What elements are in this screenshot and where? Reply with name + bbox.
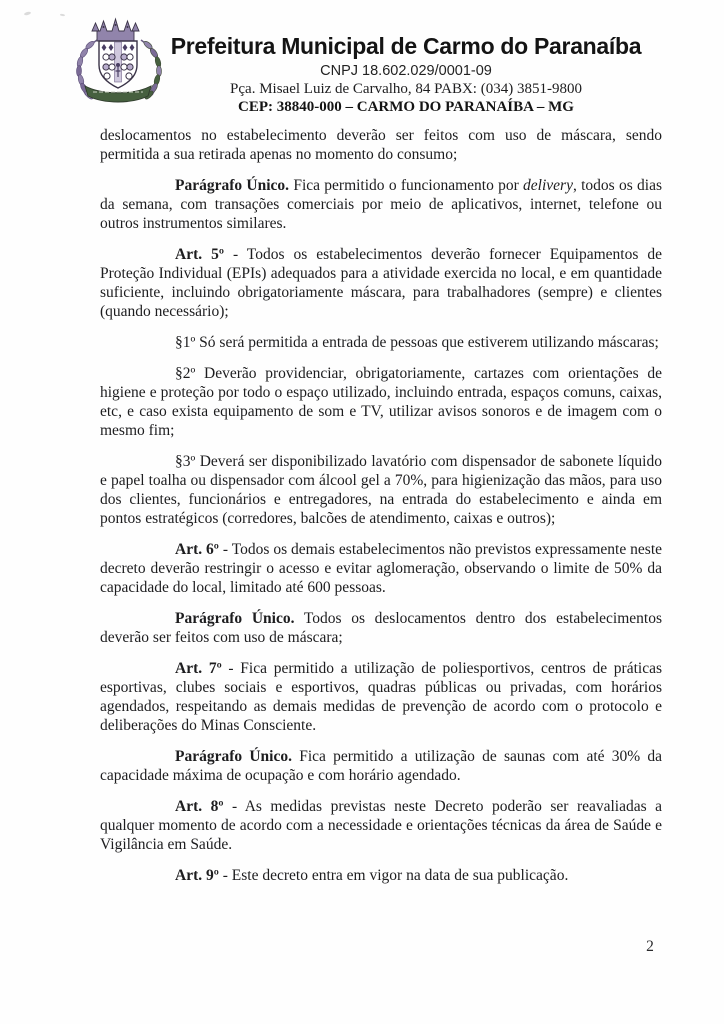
paragraph [100,540,662,597]
paragraph [100,333,662,352]
paragraph-text: Fica permitido o funcionamento por [289,177,524,194]
paragraph-text: - Este decreto entra em vigor na data de sua publicação. [218,867,569,884]
paragraph-lead: Art. 9º [175,867,219,884]
paragraph-lead: Art. 8º [175,798,224,815]
paragraph [100,452,662,528]
paragraph-text: deslocamentos no estabelecimento deverão ser feitos com uso de máscara, sendo permitida a sua retirada apenas no momento do consumo; [100,127,662,163]
cep-line: CEP: 38840-000 – CARMO DO PARANAÍBA – MG [238,99,574,115]
paragraph [100,797,662,854]
paragraph [100,176,662,233]
paragraph [100,866,662,885]
page-number: 2 [646,938,654,955]
scan-artifact [24,11,32,16]
paragraph [100,747,662,785]
paragraph-text: §1º Só será permitida a entrada de pessoas que estiverem utilizando máscaras; [175,334,659,351]
paragraph-text: §2º Deverão providenciar, obrigatoriamente, cartazes com orientações de higiene e proteção por todo o espaço utilizado, incluindo entrada, espaços comuns, caixas, etc, e caso exista equipamento de som e TV, utilizar avisos sonoros e de imagem com o mesmo fim; [100,365,662,439]
paragraph-text: - Todos os demais estabelecimentos não previstos expressamente neste decreto deverão restringir o acesso e evitar aglomeração, observando o limite de 50% da capacidade do local, limitado até 600 pessoas. [100,541,663,596]
paragraph [100,659,662,735]
paragraph-lead: Art. 7º [175,660,222,677]
paragraph-text: Todos os deslocamentos dentro dos estabelecimentos deverão ser feitos com uso de máscara; [100,610,662,646]
paragraph-lead: Parágrafo Único. [175,610,295,627]
paragraph-lead: Parágrafo Único. [175,177,290,194]
paragraph-text: , todos os dias da semana, com transações comerciais por meio de aplicativos, internet, telefone ou outros instrumentos similares. [100,177,662,232]
address-line: Pça. Misael Luiz de Carvalho, 84 PABX: (034) 3851-9800 [230,81,582,97]
paragraph-lead: Art. 5º [175,246,224,263]
scan-artifact [60,14,65,17]
paragraph-lead: Parágrafo Único. [175,748,292,765]
paragraph [100,245,662,321]
paragraph-text: - Fica permitido a utilização de poliesportivos, centros de práticas esportivas, clubes sociais e esportivos, quadras públicas ou privadas, com horários agendados, respeitando as demais medidas de prevenção de acordo com o protocolo e deliberações do Minas Consciente. [100,660,662,734]
document-body [100,126,662,897]
paragraph-lead: Art. 6º [175,541,219,558]
paragraph [100,364,662,440]
paragraph-text: - Todos os estabelecimentos deverão fornecer Equipamentos de Proteção Individual (EPIs) adequados para a atividade exercida no local, e em quantidade suficiente, incluindo obrigatoriamente máscara, para trabalhadores (sempre) e clientes (quando necessário); [100,246,663,320]
letterhead [150,33,662,116]
paragraph-text: Fica permitido a utilização de saunas com até 30% da capacidade máxima de ocupação e com horário agendado. [100,748,662,784]
paragraph-italic-term: delivery [523,177,573,194]
paragraph-text: §3º Deverá ser disponibilizado lavatório com dispensador de sabonete líquido e papel toalha ou dispensador com álcool gel a 70%, para higienização das mãos, para uso dos clientes, funcionários e entregadores, na entrada do estabelecimento e ainda em pontos estratégicos (corredores, balcões de atendimento, caixas e outros); [100,453,662,527]
organization-title: Prefeitura Municipal de Carmo do Paranaíba [170,33,642,59]
paragraph-text: - As medidas previstas neste Decreto poderão ser reavaliadas a qualquer momento de acordo com a necessidade e orientações técnicas da área de Saúde e Vigilância em Saúde. [100,798,663,853]
cnpj-line: CNPJ 18.602.029/0001-09 [320,63,492,79]
paragraph [100,126,662,164]
paragraph [100,609,662,647]
